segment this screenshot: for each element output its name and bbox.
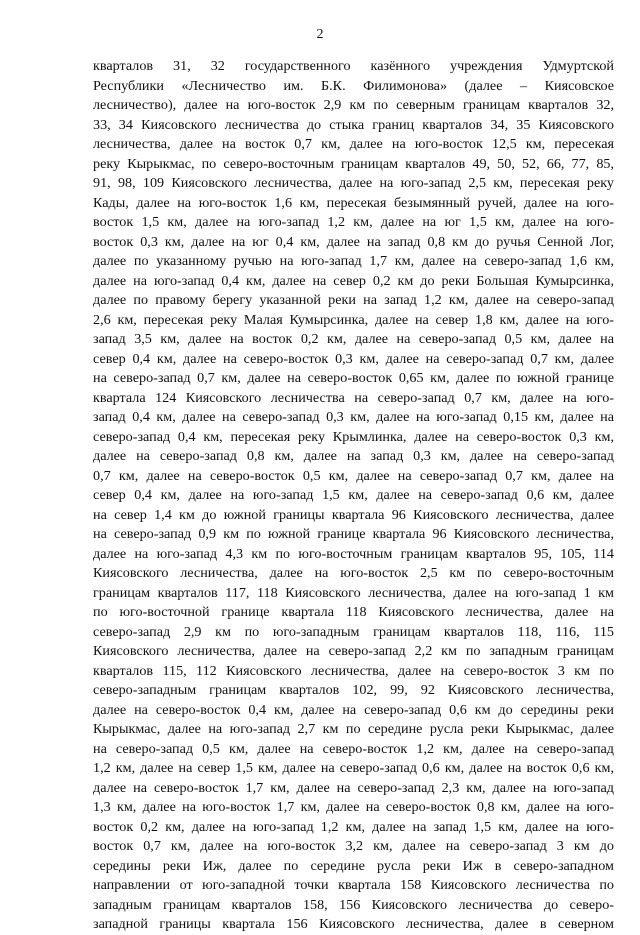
text-line: северо-западным границам кварталов 102, 99, 92 Киясовского лесничества, <box>93 682 614 698</box>
text-line: восток 0,2 км, далее на юго-запад 1,2 км, далее на запад 1,5 км, далее на юго- <box>93 818 614 835</box>
text-line: запад 3,5 км, далее на восток 0,2 км, далее на северо-запад 0,5 км, далее на <box>93 331 614 347</box>
text-line: 91, 98, 109 Киясовского лесничества, далее на юго-запад 2,5 км, пересекая реку <box>93 175 614 191</box>
text-line: Кырыкмас, далее на юго-запад 2,7 км по середине русла реки Кырыкмас, далее <box>93 721 614 737</box>
text-line: северо-запад 0,4 км, пересекая реку Крымлинка, далее на северо-восток 0,3 км, <box>93 428 614 445</box>
text-line: 1,2 км, далее на север 1,5 км, далее на северо-запад 0,6 км, далее на восток 0,6 км, <box>93 760 614 776</box>
text-line: Кады, далее на юго-восток 1,6 км, пересекая безымянный ручей, далее на юго- <box>93 194 614 211</box>
text-line: западной границы квартала 156 Киясовского лесничества, далее в северном <box>93 916 614 932</box>
text-line: границам кварталов 117, 118 Киясовского лесничества, далее на юго-запад 1 км <box>93 584 614 601</box>
text-line: квартала 124 Киясовского лесничества на северо-запад 0,7 км, далее на юго- <box>93 389 614 406</box>
body-paragraph <box>93 57 614 935</box>
text-line: 33, 34 Киясовского лесничества до стыка границ кварталов 34, 35 Киясовского <box>93 116 614 133</box>
text-line: Киясовского лесничества, далее на северо-запад 2,2 км по западным границам <box>93 643 614 659</box>
text-line: далее по правому берегу указанной реки на запад 1,2 км, далее на северо-запад <box>93 292 614 308</box>
text-line: запад 0,4 км, далее на северо-запад 0,3 км, далее на юго-запад 0,15 км, далее на <box>93 409 614 425</box>
text-line: далее по указанному ручью на юго-запад 1,7 км, далее на северо-запад 1,6 км, <box>93 253 614 269</box>
text-line: лесничества, далее на восток 0,7 км, далее на юго-восток 12,5 км, пересекая <box>93 136 614 152</box>
text-line: далее на юго-запад 0,4 км, далее на север 0,2 км до реки Большая Кумырсинка, <box>93 272 614 289</box>
text-line: 1,3 км, далее на юго-восток 1,7 км, далее на северо-восток 0,8 км, далее на юго- <box>93 799 614 815</box>
text-line: север 0,4 км, далее на северо-восток 0,3 км, далее на северо-запад 0,7 км, далее <box>93 350 614 367</box>
text-line: на северо-запад 0,7 км, далее на северо-восток 0,65 км, далее по южной границе <box>93 370 614 386</box>
text-line: Киясовского лесничества, далее на юго-восток 2,5 км по северо-восточным <box>93 565 614 581</box>
text-line: северо-запад 2,9 км по юго-западным границам кварталов 118, 116, 115 <box>93 623 614 640</box>
text-line: далее на северо-запад 0,8 км, далее на запад 0,3 км, далее на северо-запад <box>93 448 614 464</box>
text-line: далее на юго-запад 4,3 км по юго-восточным границам кварталов 95, 105, 114 <box>93 545 614 562</box>
text-line: восток 1,5 км, далее на юго-запад 1,2 км, далее на юг 1,5 км, далее на юго- <box>93 214 614 230</box>
text-line: север 0,4 км, далее на юго-запад 1,5 км, далее на северо-запад 0,6 км, далее <box>93 487 614 503</box>
text-line: кварталов 115, 112 Киясовского лесничества, далее на северо-восток 3 км по <box>93 662 614 679</box>
text-line: восток 0,7 км, далее на юго-восток 3,2 км, далее на северо-запад 3 км до <box>93 838 614 854</box>
page-number: 2 <box>316 27 324 42</box>
text-line: по юго-восточной границе квартала 118 Киясовского лесничества, далее на <box>93 604 614 620</box>
text-line: на север 1,4 км до южной границы квартала 96 Киясовского лесничества, далее <box>93 506 614 523</box>
text-line: лесничество), далее на юго-восток 2,9 км по северным границам кварталов 32, <box>93 97 614 113</box>
text-line: Республики «Лесничество им. Б.К. Филимонова» (далее – Киясовское <box>93 77 614 94</box>
text-line: 2,6 км, пересекая реку Малая Кумырсинка, далее на север 1,8 км, далее на юго- <box>93 311 614 328</box>
text-line: 0,7 км, далее на северо-восток 0,5 км, далее на северо-запад 0,7 км, далее на <box>93 467 614 484</box>
text-line: реку Кырыкмас, по северо-восточным границам кварталов 49, 50, 52, 66, 77, 85, <box>93 155 614 172</box>
text-line: направлении от юго-западной точки квартала 158 Киясовского лесничества по <box>93 877 614 893</box>
text-line: на северо-запад 0,9 км по южной границе квартала 96 Киясовского лесничества, <box>93 526 614 542</box>
text-line: западным границам кварталов 158, 156 Киясовского лесничества до северо- <box>93 896 614 913</box>
text-line: далее на северо-восток 1,7 км, далее на северо-запад 2,3 км, далее на юго-запад <box>93 779 614 796</box>
text-line: на северо-запад 0,5 км, далее на северо-восток 1,2 км, далее на северо-запад <box>93 740 614 757</box>
text-line: середины реки Иж, далее по середине русла реки Иж в северо-западном <box>93 857 614 874</box>
text-line: кварталов 31, 32 государственного казённого учреждения Удмуртской <box>93 58 614 74</box>
text-line: далее на северо-восток 0,4 км, далее на северо-запад 0,6 км до середины реки <box>93 701 614 718</box>
text-line: восток 0,3 км, далее на юг 0,4 км, далее на запад 0,8 км до ручья Сенной Лог, <box>93 233 614 250</box>
